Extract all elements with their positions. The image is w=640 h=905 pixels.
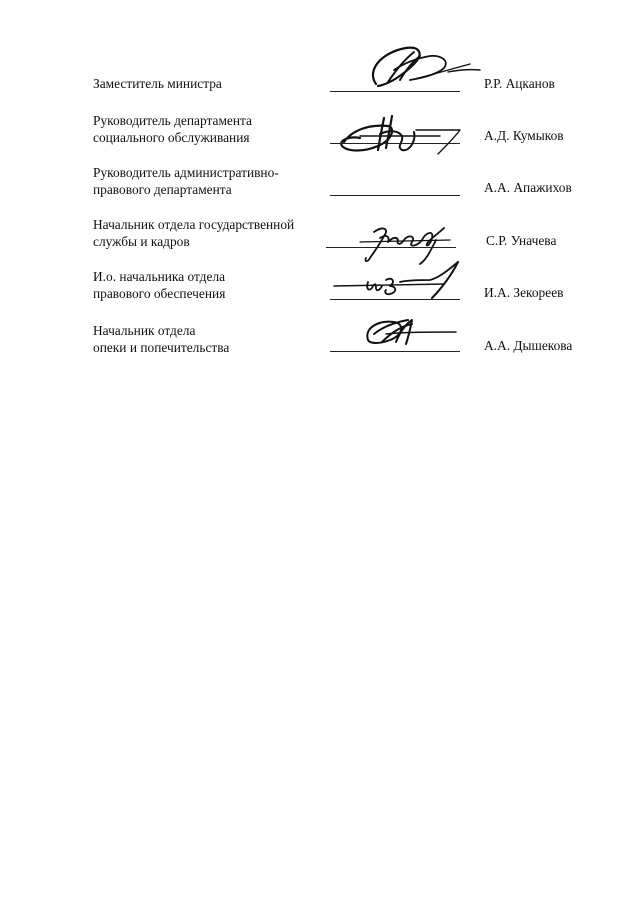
signatory-position — [93, 216, 294, 250]
position-line: Руководитель административно- — [93, 165, 279, 180]
handwritten-signature — [334, 258, 464, 308]
signature-line — [330, 195, 460, 196]
signatory-position — [93, 112, 252, 146]
signatory-name: И.А. Зекореев — [484, 285, 564, 300]
signatory-position — [93, 268, 225, 302]
position-line: Заместитель министра — [93, 76, 222, 91]
signatory-name: А.Д. Кумыков — [484, 128, 564, 143]
signatory-position — [93, 322, 229, 356]
signatory-name: Р.Р. Ацканов — [484, 76, 555, 91]
position-line: Начальник отдела государственной — [93, 217, 295, 232]
signature-line — [330, 351, 460, 352]
signatory-name: А.А. Апажихов — [484, 180, 572, 195]
signature-line — [330, 299, 460, 300]
position-line: Начальник отдела — [93, 323, 196, 338]
position-line: службы и кадров — [93, 234, 190, 249]
position-line: социального обслуживания — [93, 130, 250, 145]
signatory-name: А.А. Дышекова — [484, 338, 573, 353]
position-line: правового обеспечения — [93, 286, 226, 301]
signature-line — [330, 91, 460, 92]
signature-line — [330, 143, 460, 144]
position-line: Руководитель департамента — [93, 113, 252, 128]
signature-line — [326, 247, 456, 248]
position-line: И.о. начальника отдела — [93, 269, 226, 284]
position-line: правового департамента — [93, 182, 232, 197]
signatory-position — [93, 75, 222, 92]
handwritten-signature — [330, 106, 470, 166]
signatory-name: С.Р. Уначева — [486, 233, 557, 248]
signatory-position — [93, 164, 279, 198]
position-line: опеки и попечительства — [93, 340, 230, 355]
